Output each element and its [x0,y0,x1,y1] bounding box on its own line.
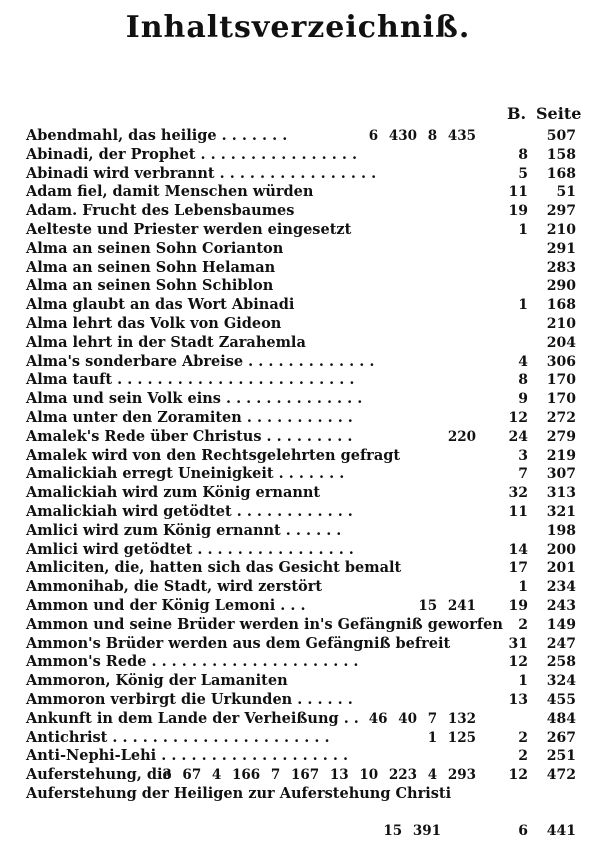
index-entry [26,635,588,654]
entry-page-number: 291 [546,240,576,257]
index-entry [26,221,588,240]
entry-title: Abinadi, der Prophet . . . . . . . . . . . . . . . . [26,145,357,163]
entry-page-number: 158 [546,146,576,163]
book-column-header: B. [507,104,527,123]
entry-page-number: 198 [546,522,576,539]
index-entry [26,747,588,766]
index-entry [26,447,588,466]
entry-page-number: 51 [556,184,576,201]
index-entry [26,710,588,729]
entry-page-number: 272 [546,409,576,426]
entry-page-number: 283 [546,259,576,276]
entry-page-number: 210 [546,221,576,238]
entry-book-number: 4 [518,353,528,370]
continuation-book: 6 [518,823,528,839]
entry-book-number: 8 [518,372,528,389]
index-entry [26,146,588,165]
entry-title: Anti-Nephi-Lehi . . . . . . . . . . . . . . . . . . . [26,747,349,765]
entry-page-number: 204 [546,334,576,351]
entry-page-number: 307 [546,466,576,483]
index-entry [26,729,588,748]
index-entry [26,315,588,334]
entry-title: Amalek's Rede über Christus . . . . . . . . . [26,427,353,445]
entry-title: Ammonihab, die Stadt, wird zerstört [26,578,323,596]
index-entry [26,559,588,578]
entry-title: Amlici wird zum König ernannt . . . . . . [26,521,342,539]
entry-page-number: 267 [546,729,576,746]
entry-book-number: 1 [518,579,528,596]
entry-book-number: 32 [508,485,528,502]
entry-title: Ammon's Brüder werden aus dem Gefängniß befreit [26,634,451,652]
entry-title: Auferstehung der Heiligen zur Auferstehung Christi [26,784,452,802]
entry-title: Antichrist . . . . . . . . . . . . . . . . . . . . . . [26,728,330,746]
entry-book-number: 5 [518,165,528,182]
entry-book-number: 13 [508,691,528,708]
entry-title: Ammon und seine Brüder werden in's Gefängniß geworfen [26,615,503,633]
index-entry [26,785,588,804]
entry-page-number: 313 [546,485,576,502]
entry-book-number: 24 [508,428,528,445]
index-entry [26,390,588,409]
entry-references: 6 430 8 435 [368,128,476,144]
index-list [26,127,588,804]
entry-page-number: 258 [546,654,576,671]
entry-book-number: 19 [508,597,528,614]
entry-book-number: 2 [518,748,528,765]
entry-page-number: 243 [546,597,576,614]
entry-title: Amliciten, die, hatten sich das Gesicht bemalt [26,559,402,577]
index-entry [26,653,588,672]
entry-page-number: 279 [546,428,576,445]
entry-book-number: 2 [518,729,528,746]
entry-title: Alma unter den Zoramiten . . . . . . . . . . . [26,408,353,426]
entry-book-number: 12 [508,767,528,784]
continuation-refs: 15 391 [383,823,441,839]
entry-title: Alma und sein Volk eins . . . . . . . . . . . . . . [26,390,363,408]
entry-title: Ammon's Rede . . . . . . . . . . . . . . . . . . . . . [26,653,359,671]
entry-book-number: 14 [508,541,528,558]
entry-title: Abendmahl, das heilige . . . . . . . [26,127,288,144]
entry-book-number: 31 [508,635,528,652]
entry-page-number: 170 [546,372,576,389]
entry-page-number: 201 [546,560,576,577]
entry-page-number: 297 [546,203,576,220]
index-entry [26,334,588,353]
index-entry [26,183,588,202]
index-entry [26,428,588,447]
entry-book-number: 17 [508,560,528,577]
entry-title: Alma lehrt das Volk von Gideon [26,314,282,332]
index-entry [26,202,588,221]
entry-book-number: 1 [518,297,528,314]
entry-title: Auferstehung, die [26,766,172,784]
index-entry [26,353,588,372]
page-column-header: Seite [536,104,582,123]
entry-page-number: 472 [546,767,576,784]
entry-page-number: 219 [546,447,576,464]
continuation-page: 441 [546,823,576,839]
entry-title: Alma an seinen Sohn Helaman [26,258,276,276]
entry-title: Ammoron verbirgt die Urkunden . . . . . . [26,690,353,708]
entry-book-number: 2 [518,616,528,633]
index-entry [26,371,588,390]
entry-book-number: 7 [518,466,528,483]
entry-page-number: 210 [546,315,576,332]
entry-title: Alma an seinen Sohn Schiblon [26,277,274,295]
entry-references: 220 [447,428,476,445]
entry-page-number: 455 [546,691,576,708]
entry-page-number: 247 [546,635,576,652]
entry-page-number: 234 [546,579,576,596]
entry-book-number: 11 [508,184,528,201]
entry-book-number: 12 [508,409,528,426]
index-entry [26,484,588,503]
index-entry [26,766,588,785]
index-entry [26,296,588,315]
entry-references: 15 241 [418,597,476,614]
entry-book-number: 19 [508,203,528,220]
entry-title: Adam fiel, damit Menschen würden [26,183,314,201]
entry-title: Alma tauft . . . . . . . . . . . . . . . . . . . . . . . . [26,371,355,389]
entry-book-number: 1 [518,673,528,690]
index-entry [26,522,588,541]
entry-title: Aelteste und Priester werden eingesetzt [26,220,352,238]
index-entry [26,259,588,278]
index-entry [26,503,588,522]
entry-page-number: 484 [546,710,576,727]
entry-title: Amlici wird getödtet . . . . . . . . . . . . . . . . [26,540,354,558]
entry-page-number: 200 [546,541,576,558]
index-entry [26,240,588,259]
entry-page-number: 149 [546,616,576,633]
entry-references: 46 40 7 132 [368,710,476,727]
entry-page-number: 507 [546,128,576,144]
entry-title: Alma lehrt in der Stadt Zarahemla [26,333,306,351]
entry-title: Amalickiah wird zum König ernannt [26,484,321,502]
entry-page-number: 306 [546,353,576,370]
entry-book-number: 8 [518,146,528,163]
index-entry [26,672,588,691]
column-headers [0,104,596,124]
index-entry [26,409,588,428]
entry-title: Alma glaubt an das Wort Abinadi [26,296,295,314]
entry-page-number: 324 [546,673,576,690]
index-entry [26,578,588,597]
entry-page-number: 170 [546,391,576,408]
entry-title: Adam. Frucht des Lebensbaumes [26,202,295,220]
entry-page-number: 321 [546,503,576,520]
entry-title: Amalickiah wird getödtet . . . . . . . . . . . . [26,502,353,520]
entry-references: 1 125 [427,729,476,746]
index-entry [26,465,588,484]
entry-book-number: 11 [508,503,528,520]
index-entry [26,277,588,296]
entry-references: 3 67 4 166 7 167 13 10 223 4 293 [162,767,476,784]
index-entry [26,597,588,616]
entry-page-number: 290 [546,278,576,295]
index-entry [26,691,588,710]
entry-book-number: 1 [518,221,528,238]
continuation-line [0,821,596,841]
entry-page-number: 168 [546,297,576,314]
entry-book-number: 3 [518,447,528,464]
entry-title: Ammoron, König der Lamaniten [26,672,288,690]
entry-title: Amalek wird von den Rechtsgelehrten gefragt [26,446,401,464]
entry-title: Ammon und der König Lemoni . . . [26,596,306,614]
index-entry [26,616,588,635]
entry-title: Ankunft in dem Lande der Verheißung . . [26,709,359,727]
index-entry [26,541,588,560]
index-entry [26,127,588,146]
entry-book-number: 12 [508,654,528,671]
entry-page-number: 168 [546,165,576,182]
entry-title: Alma an seinen Sohn Corianton [26,239,284,257]
entry-title: Abinadi wird verbrannt . . . . . . . . . . . . . . . . [26,164,377,182]
page-title: Inhaltsverzeichniß. [125,10,471,45]
entry-page-number: 251 [546,748,576,765]
entry-title: Alma's sonderbare Abreise . . . . . . . . . . . . . [26,352,375,370]
entry-title: Amalickiah erregt Uneinigkeit . . . . . . . [26,465,345,483]
entry-book-number: 9 [518,391,528,408]
index-entry [26,165,588,184]
